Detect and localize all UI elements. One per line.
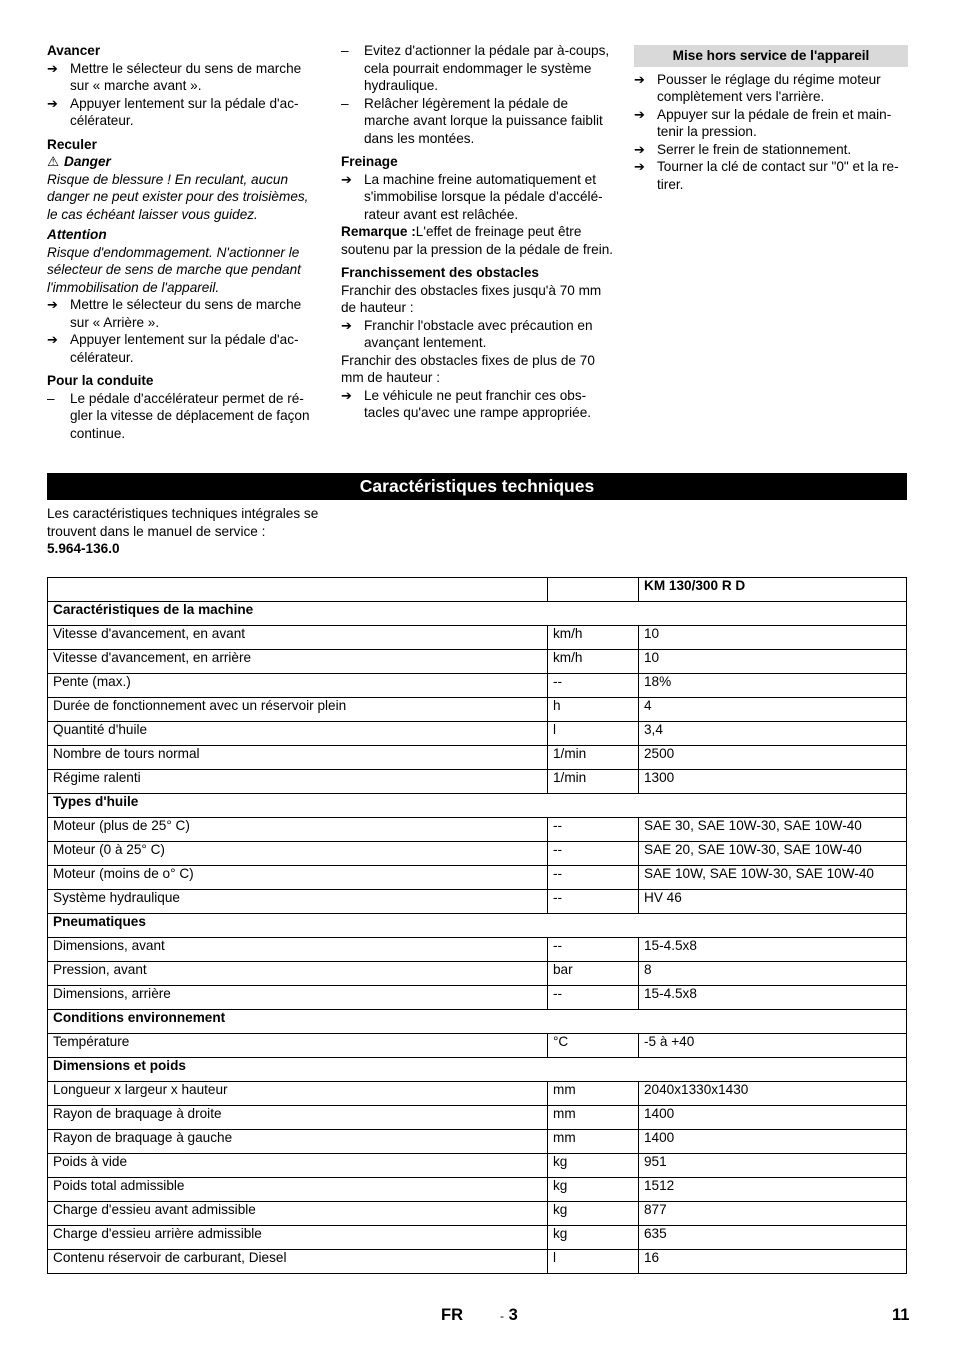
- step-item: ➔ Serrer le frein de stationnement.: [634, 141, 852, 157]
- param-cell: Système hydraulique: [48, 890, 548, 914]
- param-cell: Moteur (moins de o° C): [48, 866, 548, 890]
- footer-local-page-number: 3: [508, 1306, 518, 1324]
- obstacles-text-1: Franchir des obstacles fixes jusqu'à 70 mm de hauteur :: [341, 282, 602, 315]
- step-item: ➔ Tourner la clé de contact sur "0" et la re-tirer.: [634, 159, 899, 192]
- unit-cell: °C: [548, 1034, 639, 1058]
- value-cell: 10: [639, 626, 907, 650]
- param-cell: Vitesse d'avancement, en avant: [48, 626, 548, 650]
- step-item: ➔ Mettre le sélecteur du sens de marche sur « Arrière ».: [47, 297, 302, 330]
- table-row: [48, 842, 907, 866]
- table-row: [48, 626, 907, 650]
- danger-label: ⚠ Danger: [47, 154, 111, 169]
- heading-reculer: Reculer: [47, 136, 97, 152]
- section-title-cell: Conditions environnement: [48, 1010, 907, 1034]
- manual-code: 5.964-136.0: [47, 541, 120, 556]
- table-row: [48, 674, 907, 698]
- unit-cell: h: [548, 698, 639, 722]
- param-cell: Durée de fonctionnement avec un réservoir plein: [48, 698, 548, 722]
- heading-obstacles: Franchissement des obstacles: [341, 265, 539, 280]
- unit-cell: --: [548, 890, 639, 914]
- value-cell: -5 à +40: [639, 1034, 907, 1058]
- arrow-icon: ➔: [47, 60, 58, 76]
- unit-cell: --: [548, 842, 639, 866]
- table-section-row: [48, 1058, 907, 1082]
- spec-table: [47, 577, 907, 1274]
- value-cell: 951: [639, 1154, 907, 1178]
- warning-triangle-icon: ⚠: [47, 154, 60, 169]
- value-cell: 10: [639, 650, 907, 674]
- table-row: [48, 1082, 907, 1106]
- unit-cell: kg: [548, 1226, 639, 1250]
- section-title-cell: Pneumatiques: [48, 914, 907, 938]
- unit-cell: mm: [548, 1106, 639, 1130]
- table-row: [48, 1226, 907, 1250]
- table-row: [48, 770, 907, 794]
- step-item: ➔ Appuyer lentement sur la pédale d'ac-célérateur.: [47, 95, 299, 128]
- value-cell: 15-4.5x8: [639, 938, 907, 962]
- table-row: [48, 698, 907, 722]
- param-cell: Nombre de tours normal: [48, 746, 548, 770]
- table-row: [48, 1250, 907, 1274]
- step-item: ➔ Mettre le sélecteur du sens de marche sur « marche avant ».: [47, 60, 302, 93]
- table-section-row: [48, 794, 907, 818]
- table-row: [48, 938, 907, 962]
- arrow-icon: ➔: [47, 297, 58, 312]
- heading-mise-hors-service: Mise hors service de l'appareil: [634, 45, 908, 67]
- table-row: [48, 722, 907, 746]
- table-row: [48, 890, 907, 914]
- param-cell: Rayon de braquage à droite: [48, 1106, 548, 1130]
- footer-lang: FR: [441, 1306, 463, 1324]
- param-cell: Moteur (plus de 25° C): [48, 818, 548, 842]
- value-cell: 18%: [639, 674, 907, 698]
- param-cell: Rayon de braquage à gauche: [48, 1130, 548, 1154]
- value-cell: 1400: [639, 1106, 907, 1130]
- arrow-icon: ➔: [634, 141, 645, 157]
- unit-cell: l: [548, 722, 639, 746]
- dash-bullet: –: [47, 390, 55, 406]
- arrow-icon: ➔: [341, 387, 352, 403]
- table-row: [48, 1178, 907, 1202]
- unit-cell: kg: [548, 1154, 639, 1178]
- value-cell: SAE 20, SAE 10W-30, SAE 10W-40: [639, 842, 907, 866]
- unit-cell: --: [548, 986, 639, 1010]
- remark: Remarque :L'effet de freinage peut être soutenu par la pression de la pédale de frein.: [341, 224, 614, 257]
- table-row: [48, 818, 907, 842]
- value-cell: 4: [639, 698, 907, 722]
- value-cell: 635: [639, 1226, 907, 1250]
- value-cell: 877: [639, 1202, 907, 1226]
- table-row: [48, 1106, 907, 1130]
- heading-avancer: Avancer: [47, 43, 101, 58]
- param-cell: Vitesse d'avancement, en arrière: [48, 650, 548, 674]
- param-cell: Poids total admissible: [48, 1178, 548, 1202]
- section-title-cell: Caractéristiques de la machine: [48, 602, 907, 626]
- value-cell: 3,4: [639, 722, 907, 746]
- arrow-icon: ➔: [47, 332, 58, 347]
- arrow-icon: ➔: [634, 71, 645, 87]
- unit-cell: l: [548, 1250, 639, 1274]
- table-row: [48, 650, 907, 674]
- unit-cell: --: [548, 866, 639, 890]
- unit-cell: 1/min: [548, 770, 639, 794]
- value-cell: 2040x1330x1430: [639, 1082, 907, 1106]
- value-cell: 2500: [639, 746, 907, 770]
- unit-cell: --: [548, 938, 639, 962]
- table-row: [48, 866, 907, 890]
- unit-cell: bar: [548, 962, 639, 986]
- value-cell: 1300: [639, 770, 907, 794]
- param-cell: Pression, avant: [48, 962, 548, 986]
- dash-item: – Relâcher légèrement la pédale de marche avant lorque la puissance faiblit dans les montées.: [341, 95, 603, 146]
- arrow-icon: ➔: [634, 106, 645, 122]
- param-cell: Charge d'essieu avant admissible: [48, 1202, 548, 1226]
- dash-bullet: –: [341, 95, 349, 111]
- param-cell: Charge d'essieu arrière admissible: [48, 1226, 548, 1250]
- value-cell: 15-4.5x8: [639, 986, 907, 1010]
- attention-text: Risque d'endommagement. N'actionner le sélecteur de sens de marche que pendant l'immobilisation de l'appareil.: [47, 244, 301, 295]
- unit-cell: --: [548, 674, 639, 698]
- footer-local-page: - 3: [500, 1306, 518, 1324]
- table-section-row: [48, 1010, 907, 1034]
- value-cell: HV 46: [639, 890, 907, 914]
- table-row: [48, 746, 907, 770]
- step-item: ➔ Pousser le réglage du régime moteur complètement vers l'arrière.: [634, 71, 881, 104]
- value-cell: 1512: [639, 1178, 907, 1202]
- unit-cell: mm: [548, 1130, 639, 1154]
- attention-label: Attention: [47, 227, 107, 242]
- section-title-cell: Types d'huile: [48, 794, 907, 818]
- param-cell: Contenu réservoir de carburant, Diesel: [48, 1250, 548, 1274]
- arrow-icon: ➔: [47, 95, 58, 111]
- param-cell: Dimensions, avant: [48, 938, 548, 962]
- unit-cell: kg: [548, 1178, 639, 1202]
- intro-text: Les caractéristiques techniques intégrales se trouvent dans le manuel de service : 5.964-136.0: [47, 505, 337, 558]
- obstacles-text-2: Franchir des obstacles fixes de plus de 70 mm de hauteur :: [341, 352, 595, 385]
- arrow-icon: ➔: [341, 317, 352, 333]
- section-title-cell: Dimensions et poids: [48, 1058, 907, 1082]
- column-right: [634, 42, 908, 193]
- table-row: [48, 1034, 907, 1058]
- dash-bullet: –: [341, 43, 349, 58]
- table-row: [48, 986, 907, 1010]
- step-item: ➔ Franchir l'obstacle avec précaution en avançant lentement.: [341, 317, 593, 350]
- unit-cell: --: [548, 818, 639, 842]
- param-cell: Moteur (0 à 25° C): [48, 842, 548, 866]
- unit-cell: kg: [548, 1202, 639, 1226]
- table-row: [48, 1130, 907, 1154]
- step-item: ➔ La machine freine automatiquement et s'immobilise lorsque la pédale d'accélé-rateur avant est relâchée.: [341, 171, 603, 222]
- param-cell: Longueur x largeur x hauteur: [48, 1082, 548, 1106]
- unit-cell: mm: [548, 1082, 639, 1106]
- unit-cell: km/h: [548, 626, 639, 650]
- table-header-row: [48, 578, 907, 602]
- step-item: ➔ Appuyer lentement sur la pédale d'ac-célérateur.: [47, 332, 299, 365]
- heading-freinage: Freinage: [341, 154, 398, 169]
- table-section-row: [48, 914, 907, 938]
- value-cell: SAE 30, SAE 10W-30, SAE 10W-40: [639, 818, 907, 842]
- param-cell: Poids à vide: [48, 1154, 548, 1178]
- dash-item: – Le pédale d'accélérateur permet de ré-gler la vitesse de déplacement de façon continue.: [47, 390, 310, 441]
- dash-item: – Evitez d'actionner la pédale par à-coups, cela pourrait endommager le système hydraulique.: [341, 43, 610, 93]
- unit-cell: km/h: [548, 650, 639, 674]
- danger-text: Risque de blessure ! En reculant, aucun danger ne peut exister pour des troisièmes, le cas échéant laisser vous guidez.: [47, 171, 309, 222]
- unit-cell: 1/min: [548, 746, 639, 770]
- column-middle: [341, 42, 615, 422]
- table-row: [48, 1202, 907, 1226]
- value-cell: SAE 10W, SAE 10W-30, SAE 10W-40: [639, 866, 907, 890]
- value-cell: 1400: [639, 1130, 907, 1154]
- column-left: [47, 42, 321, 442]
- param-cell: Dimensions, arrière: [48, 986, 548, 1010]
- table-section-row: [48, 602, 907, 626]
- section-title: Caractéristiques techniques: [47, 473, 907, 500]
- table-row: [48, 962, 907, 986]
- param-cell: Quantité d'huile: [48, 722, 548, 746]
- value-cell: 16: [639, 1250, 907, 1274]
- step-item: ➔ Appuyer sur la pédale de frein et main-tenir la pression.: [634, 106, 892, 139]
- step-item: ➔ Le véhicule ne peut franchir ces obs-tacles qu'avec une rampe appropriée.: [341, 387, 592, 420]
- param-cell: Température: [48, 1034, 548, 1058]
- table-row: [48, 1154, 907, 1178]
- value-cell: 8: [639, 962, 907, 986]
- footer-page-number: 11: [892, 1306, 910, 1324]
- param-cell: Pente (max.): [48, 674, 548, 698]
- heading-conduite: Pour la conduite: [47, 373, 154, 388]
- arrow-icon: ➔: [341, 171, 352, 187]
- arrow-icon: ➔: [634, 159, 645, 174]
- model-name: KM 130/300 R D: [639, 578, 907, 602]
- param-cell: Régime ralenti: [48, 770, 548, 794]
